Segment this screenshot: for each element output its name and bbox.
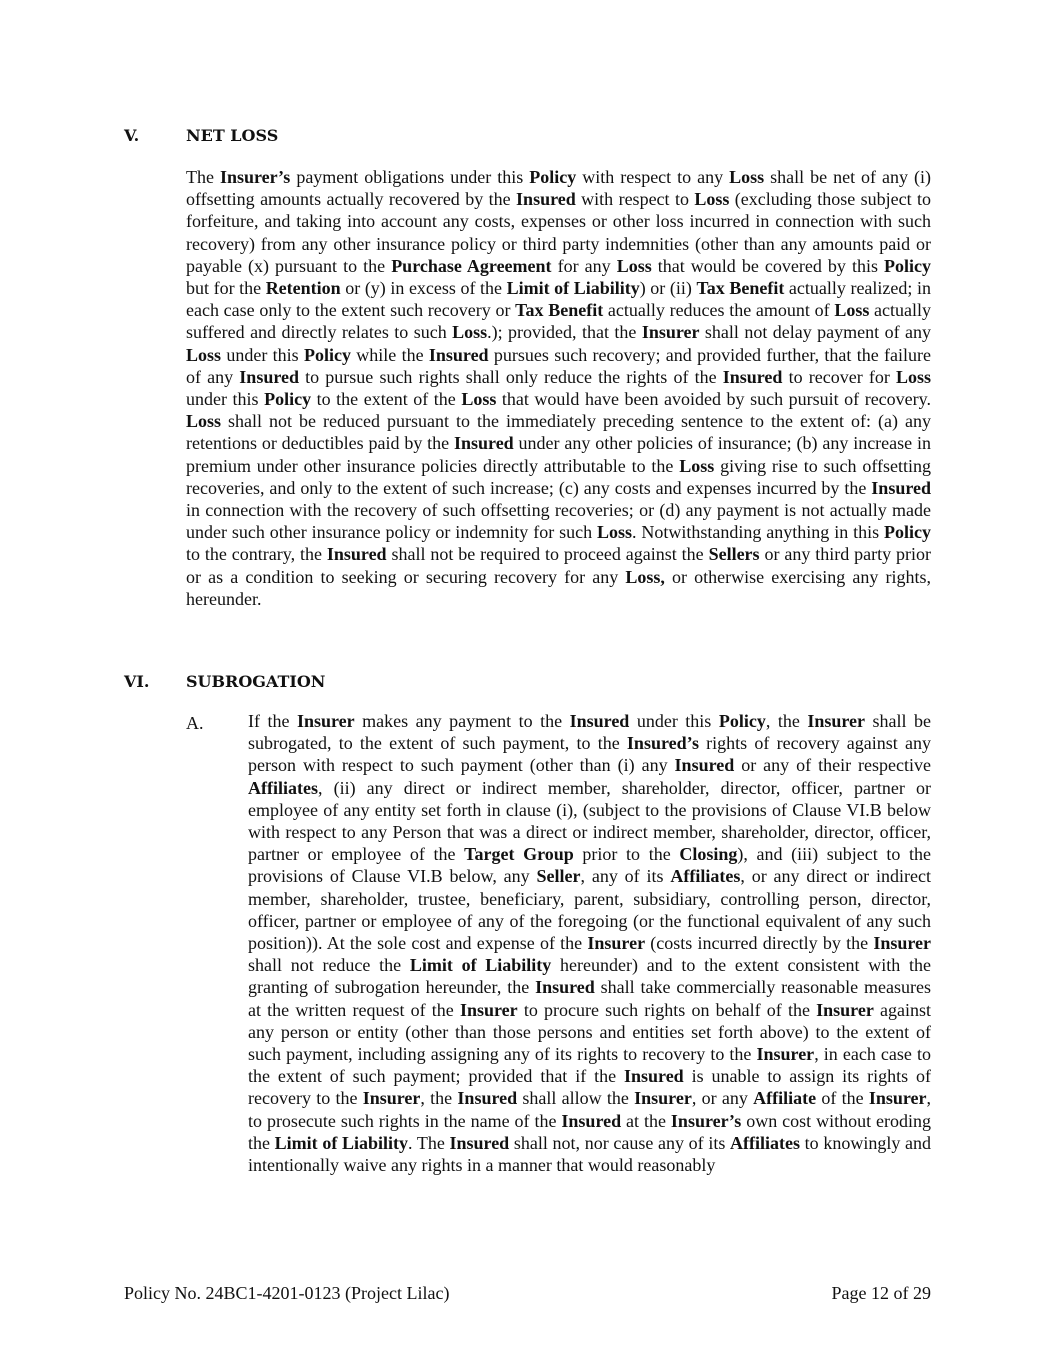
defined-term: Insured — [449, 1132, 510, 1153]
defined-term: Insurer — [641, 322, 700, 343]
defined-term: Tax Benefit — [696, 278, 785, 299]
defined-term: Loss — [461, 389, 497, 410]
defined-term: Insured — [535, 977, 595, 998]
defined-term: Insurer — [634, 1088, 692, 1109]
defined-term: Insured’s — [626, 733, 699, 754]
defined-term: Limit of Liability — [409, 955, 552, 976]
defined-term: Policy — [718, 711, 766, 731]
defined-term: Loss, — [625, 566, 665, 587]
subrogation-paragraph-a: If the Insurer makes any payment to the Insured under this Policy, the Insurer shall be subrogated, to the extent of such payment, to the Insured’s rights of recovery against any person with respect to such payment (other than (i) any Insured or any of their respective Affiliates, (ii) any direct or indirect member, shareholder, director, officer, partner or employee of any entity set forth in clause (i), (subject to the provisions of Clause VI.B below with respect to any Person that was a direct or indirect member, shareholder, director, officer, partner or employee of the Target Group prior to the Closing), and (iii) subject to the provisions of Clause VI.B below, any Seller, any of its Affiliates, or any direct or indirect member, shareholder, trustee, beneficiary, parent, subsidiary, controlling person, director, officer, partner or employee of any of the foregoing (or the functional equivalent of any such position)). At the sole cost and expense of the Insurer (costs incurred directly by the Insurer shall not reduce the Limit of Liability hereunder) and to the extent consistent with the granting of subrogation hereunder, the Insured shall take commercially reasonable measures at the written request of the Insurer to procure such rights on behalf of the Insurer against any person or entity (other than those persons and entities set forth above) to the extent of such payment, including assigning any of its rights to recovery to the Insurer, in each case to the extent of such payment; provided that if the Insured is unable to assign its rights of recovery to the Insurer, the Insured shall allow the Insurer, or any Affiliate of the Insurer, to prosecute such rights in the name of the Insured at the Insurer’s own cost without eroding the Limit of Liability. The Insured shall not, nor cause any of its Affiliates to knowingly and intentionally waive any rights in a manner that would reasonably — [248, 711, 932, 1176]
defined-term: Loss — [834, 300, 870, 321]
defined-term: Insured — [457, 1088, 518, 1109]
defined-term: Insured — [516, 189, 576, 210]
defined-term: Insurer — [296, 711, 355, 731]
section-heading-net-loss — [124, 126, 278, 146]
section-title: NET LOSS — [186, 126, 279, 145]
defined-term: Insurer’s — [670, 1110, 742, 1131]
defined-term: Affiliates — [248, 777, 318, 798]
defined-term: Loss — [679, 455, 715, 476]
defined-term: Loss — [452, 322, 488, 343]
defined-term: Insurer’s — [219, 167, 291, 187]
defined-term: Loss — [186, 344, 222, 365]
defined-term: Limit of Liability — [506, 278, 640, 299]
defined-term: Seller — [536, 866, 581, 887]
defined-term: Affiliates — [670, 866, 741, 887]
subsection-letter: A. — [186, 713, 204, 733]
defined-term: Insurer — [873, 933, 931, 954]
defined-term: Insured — [624, 1066, 684, 1087]
defined-term: Closing — [679, 844, 738, 865]
defined-term: Loss — [597, 522, 633, 543]
defined-term: Target Group — [464, 844, 574, 865]
defined-term: Affiliates — [730, 1132, 800, 1153]
defined-term: Affiliate — [753, 1088, 817, 1109]
defined-term: Limit of Liability — [274, 1132, 408, 1153]
defined-term: Insurer — [807, 711, 866, 731]
footer-policy-number: Policy No. 24BC1-4201-0123 (Project Lilac) — [124, 1283, 450, 1303]
defined-term: Insurer — [868, 1088, 927, 1109]
defined-term: Loss — [616, 255, 652, 276]
defined-term: Policy — [264, 389, 312, 410]
section-number: VI. — [124, 672, 150, 691]
defined-term: Loss — [896, 366, 932, 387]
defined-term: Tax Benefit — [515, 300, 604, 321]
defined-term: Policy — [529, 167, 577, 187]
defined-term: Sellers — [708, 544, 760, 565]
defined-term: Insured — [871, 477, 931, 498]
defined-term: Insured — [722, 366, 783, 387]
defined-term: Loss — [186, 411, 222, 432]
defined-term: Insured — [428, 344, 489, 365]
defined-term: Retention — [265, 278, 341, 299]
defined-term: Insurer — [459, 999, 518, 1020]
defined-term: Insured — [674, 755, 735, 776]
defined-term: Insurer — [756, 1044, 815, 1065]
defined-term: Insurer — [587, 933, 646, 954]
footer-page-number: Page 12 of 29 — [831, 1283, 931, 1303]
defined-term: Policy — [884, 522, 932, 543]
defined-term: Insured — [326, 544, 387, 565]
defined-term: Purchase Agreement — [391, 255, 552, 276]
defined-term: Insured — [569, 711, 630, 731]
defined-term: Insured — [239, 366, 299, 387]
defined-term: Loss — [729, 167, 765, 187]
section-title: SUBROGATION — [186, 672, 326, 691]
defined-term: Insured — [561, 1110, 622, 1131]
defined-term: Policy — [884, 255, 932, 276]
net-loss-paragraph: The Insurer’s payment obligations under this Policy with respect to any Loss shall be net of any (i) offsetting amounts actually recovered by the Insured with respect to Loss (excluding those subject to forfeiture, and taking into account any costs, expenses or other loss incurred in connection with such recovery) from any other insurance policy or third party indemnities (other than any amounts paid or payable (x) pursuant to the Purchase Agreement for any Loss that would be covered by this Policy but for the Retention or (y) in excess of the Limit of Liability) or (ii) Tax Benefit actually realized; in each case only to the extent such recovery or Tax Benefit actually reduces the amount of Loss actually suffered and directly relates to such Loss.); provided, that the Insurer shall not delay payment of any Loss under this Policy while the Insured pursues such recovery; and provided further, that the failure of any Insured to pursue such rights shall only reduce the rights of the Insured to recover for Loss under this Policy to the extent of the Loss that would have been avoided by such pursuit of recovery. Loss shall not be reduced pursuant to the immediately preceding sentence to the extent of: (a) any retentions or deductibles paid by the Insured under any other policies of insurance; (b) any increase in premium under other insurance policies directly attributable to the Loss giving rise to such offsetting recoveries, and only to the extent of such increase; (c) any costs and expenses incurred by the Insured in connection with the recovery of such offsetting recoveries; or (d) any payment is not actually made under such other insurance policy or indemnity for such Loss. Notwithstanding anything in this Policy to the contrary, the Insured shall not be required to proceed against the Sellers or any third party prior or as a condition to seeking or securing recovery for any Loss, or otherwise exercising any rights, hereunder. — [186, 167, 932, 609]
defined-term: Insurer — [362, 1088, 421, 1109]
section-heading-subrogation — [124, 672, 325, 692]
defined-term: Insurer — [816, 999, 874, 1020]
defined-term: Loss — [694, 189, 730, 210]
defined-term: Policy — [303, 344, 351, 365]
section-number: V. — [124, 126, 140, 145]
defined-term: Insured — [454, 433, 514, 454]
